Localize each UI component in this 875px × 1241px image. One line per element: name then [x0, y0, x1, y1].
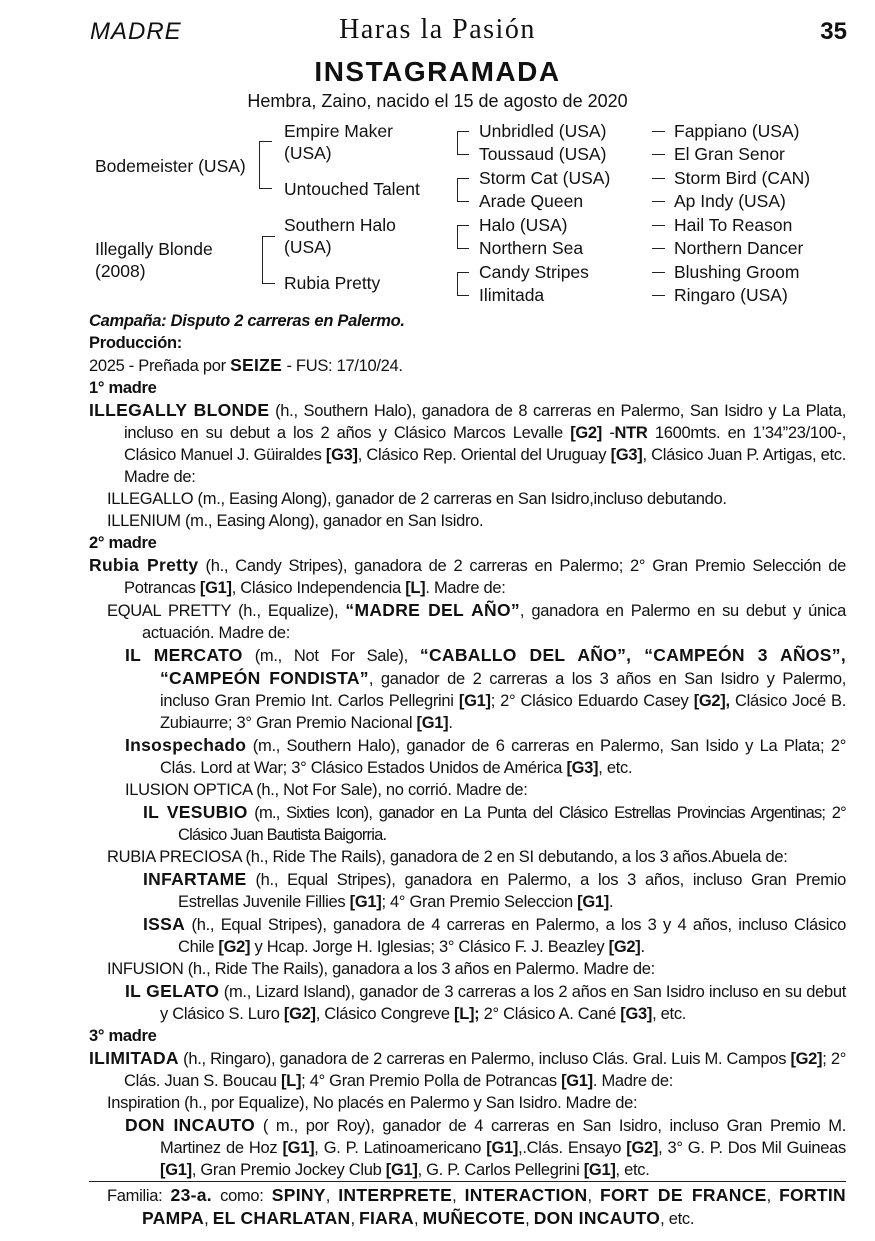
produce-infusion: INFUSION (h., Ride The Rails), ganadora a los 3 años en Palermo. Madre de:: [107, 960, 655, 978]
pedigree-dam: Illegally Blonde (2008): [95, 239, 213, 281]
pedigree-gen3: Unbridled (USA): [479, 121, 607, 141]
dam3-entry: ILIMITADA (h., Ringaro), ganadora de 2 carreras en Palermo, incluso Clás. Gral. Luis M. Campos [G2]; 2° Clás. Juan S. Boucau [L]; 4° Gran Premio Polla de Potrancas [G1]. Madre de:: [89, 1048, 846, 1090]
dam1-produce: ILLEGALLO (m., Easing Along), ganador de 2 carreras en San Isidro,incluso debutando.: [107, 490, 727, 508]
dam1-entry: ILLEGALLY BLONDE (h., Southern Halo), ganadora de 8 carreras en Palermo, San Isidro y La Plata, incluso en su debut a los 2 años y Clásico Marcos Levalle [G2] -NTR 1600mts. en 1’34”23/100-, Clásico Manuel J. Güiraldes [G3], Clásico Rep. Oriental del Uruguay [G3], Clásico Juan P. Artigas, etc. Madre de:: [89, 400, 847, 486]
dam1-heading: 1° madre: [89, 379, 157, 397]
horse-description: Hembra, Zaino, nacido el 15 de agosto de 2020: [247, 91, 628, 111]
pedigree-gen3: Toussaud (USA): [479, 144, 607, 164]
pedigree-gen2: Untouched Talent: [284, 179, 420, 199]
pedigree-gen4: Storm Bird (CAN): [674, 168, 811, 188]
pedigree-gen3: Halo (USA): [479, 215, 568, 235]
pedigree-gen4: Northern Dancer: [674, 238, 804, 258]
produce-don-incauto: DON INCAUTO ( m., por Roy), ganador de 4 carreras en San Isidro, incluso Gran Premio M. Martinez de Hoz [G1], G. P. Latinoamericano [G1],.Clás. Ensayo [G2], 3° G. P. Dos Mil Guineas [G1], Gran Premio Jockey Club [G1], G. P. Carlos Pellegrini [G1], etc.: [125, 1115, 846, 1179]
dam3-heading: 3° madre: [89, 1027, 157, 1045]
produce-rubia-preciosa: RUBIA PRECIOSA (h., Ride The Rails), ganadora de 2 en SI debutando, a los 3 años.Abuela de:: [107, 848, 788, 866]
bracket-line: [262, 236, 263, 283]
pedigree-gen4: Ringaro (USA): [674, 285, 788, 305]
pedigree-gen3: Ilimitada: [479, 285, 545, 305]
pedigree-gen4: Ap Indy (USA): [674, 191, 786, 211]
produce-infartame: INFARTAME (h., Equal Stripes), ganadora en Palermo, a los 3 años, incluso Gran Premio Estrellas Juvenile Fillies [G1]; 4° Gran Premio Seleccion [G1].: [143, 869, 846, 911]
produce-il-vesubio: IL VESUBIO (m., Sixties Icon), ganador en La Punta del Clásico Estrellas Provincias Argentinas; 2° Clásico Juan Bautista Baigorria.: [143, 802, 846, 844]
bracket-line: [259, 141, 260, 188]
dam2-heading: 2° madre: [89, 534, 157, 552]
pedigree-gen4: Blushing Groom: [674, 262, 800, 282]
pedigree-gen4: Hail To Reason: [674, 215, 793, 235]
pedigree-gen2: Southern Halo (USA): [284, 215, 396, 257]
pedigree-gen4: Fappiano (USA): [674, 121, 800, 141]
pedigree-gen3: Arade Queen: [479, 191, 584, 211]
pedigree-sire: Bodemeister (USA): [95, 156, 246, 176]
pedigree-gen4: El Gran Senor: [674, 144, 785, 164]
pedigree-gen2: Empire Maker (USA): [284, 121, 393, 163]
production-entry: 2025 - Preñada por SEIZE - FUS: 17/10/24.: [89, 355, 403, 375]
produce-inspiration: Inspiration (h., por Equalize), No placés en Palermo y San Isidro. Madre de:: [107, 1094, 638, 1112]
production-label: Producción:: [89, 334, 182, 352]
dam1-produce: ILLENIUM (m., Easing Along), ganador en San Isidro.: [107, 512, 484, 530]
produce-il-gelato: IL GELATO (m., Lizard Island), ganador de 3 carreras a los 2 años en San Isidro incluso en su debut y Clásico S. Luro [G2], Clásico Congreve [L]; 2° Clásico A. Cané [G3], etc.: [125, 981, 846, 1023]
produce-ilusion-optica: ILUSION OPTICA (h., Not For Sale), no corrió. Madre de:: [125, 781, 528, 799]
produce-issa: ISSA (h., Equal Stripes), ganadora de 4 carreras en Palermo, a los 3 y 4 años, incluso Clásico Chile [G2] y Hcap. Jorge H. Iglesias; 3° Clásico F. J. Beazley [G2].: [143, 914, 846, 956]
bracket-line: [259, 188, 272, 189]
page-number: 35: [820, 18, 847, 45]
catalog-body: [89, 310, 846, 1230]
pedigree-gen2: Rubia Pretty: [284, 273, 381, 293]
section-label: MADRE: [90, 18, 182, 45]
bracket-line: [262, 283, 275, 284]
produce-equal-pretty: EQUAL PRETTY (h., Equalize), “MADRE DEL AÑO”, ganadora en Palermo en su debut y única actuación. Madre de:: [107, 600, 847, 642]
farm-name: Haras la Pasión: [339, 14, 536, 45]
pedigree-gen3: Candy Stripes: [479, 262, 589, 282]
bracket-line: [262, 236, 275, 237]
pedigree-gen3: Northern Sea: [479, 238, 584, 258]
family-line: Familia: 23-a. como: SPINY, INTERPRETE, INTERACTION, FORT DE FRANCE, FORTIN PAMPA, EL CHARLATAN, FIARA, MUÑECOTE, DON INCAUTO, etc.: [89, 1181, 846, 1230]
dam2-entry: Rubia Pretty (h., Candy Stripes), ganadora de 2 carreras en Palermo; 2° Gran Premio Selección de Potrancas [G1], Clásico Independencia [L]. Madre de:: [89, 555, 846, 597]
pedigree-gen3: Storm Cat (USA): [479, 168, 611, 188]
horse-name: INSTAGRAMADA: [314, 56, 561, 87]
produce-insospechado: Insospechado (m., Southern Halo), ganador de 6 carreras en Palermo, San Isido y La Plata; 2° Clás. Lord at War; 3° Clásico Estados Unidos de América [G3], etc.: [125, 735, 846, 777]
campaign-text: Campaña: Disputo 2 carreras en Palermo.: [89, 312, 405, 330]
produce-il-mercato: IL MERCATO (m., Not For Sale), “CABALLO DEL AÑO”, “CAMPEÓN 3 AÑOS”, “CAMPEÓN FONDISTA”, ganador de 2 carreras a los 3 años en San Isidro y Palermo, incluso Gran Premio Int. Carlos Pellegrini [G1]; 2° Clásico Eduardo Casey [G2], Clásico Jocé B. Zubiaurre; 3° Gran Premio Nacional [G1].: [125, 645, 847, 732]
bracket-line: [259, 141, 272, 142]
